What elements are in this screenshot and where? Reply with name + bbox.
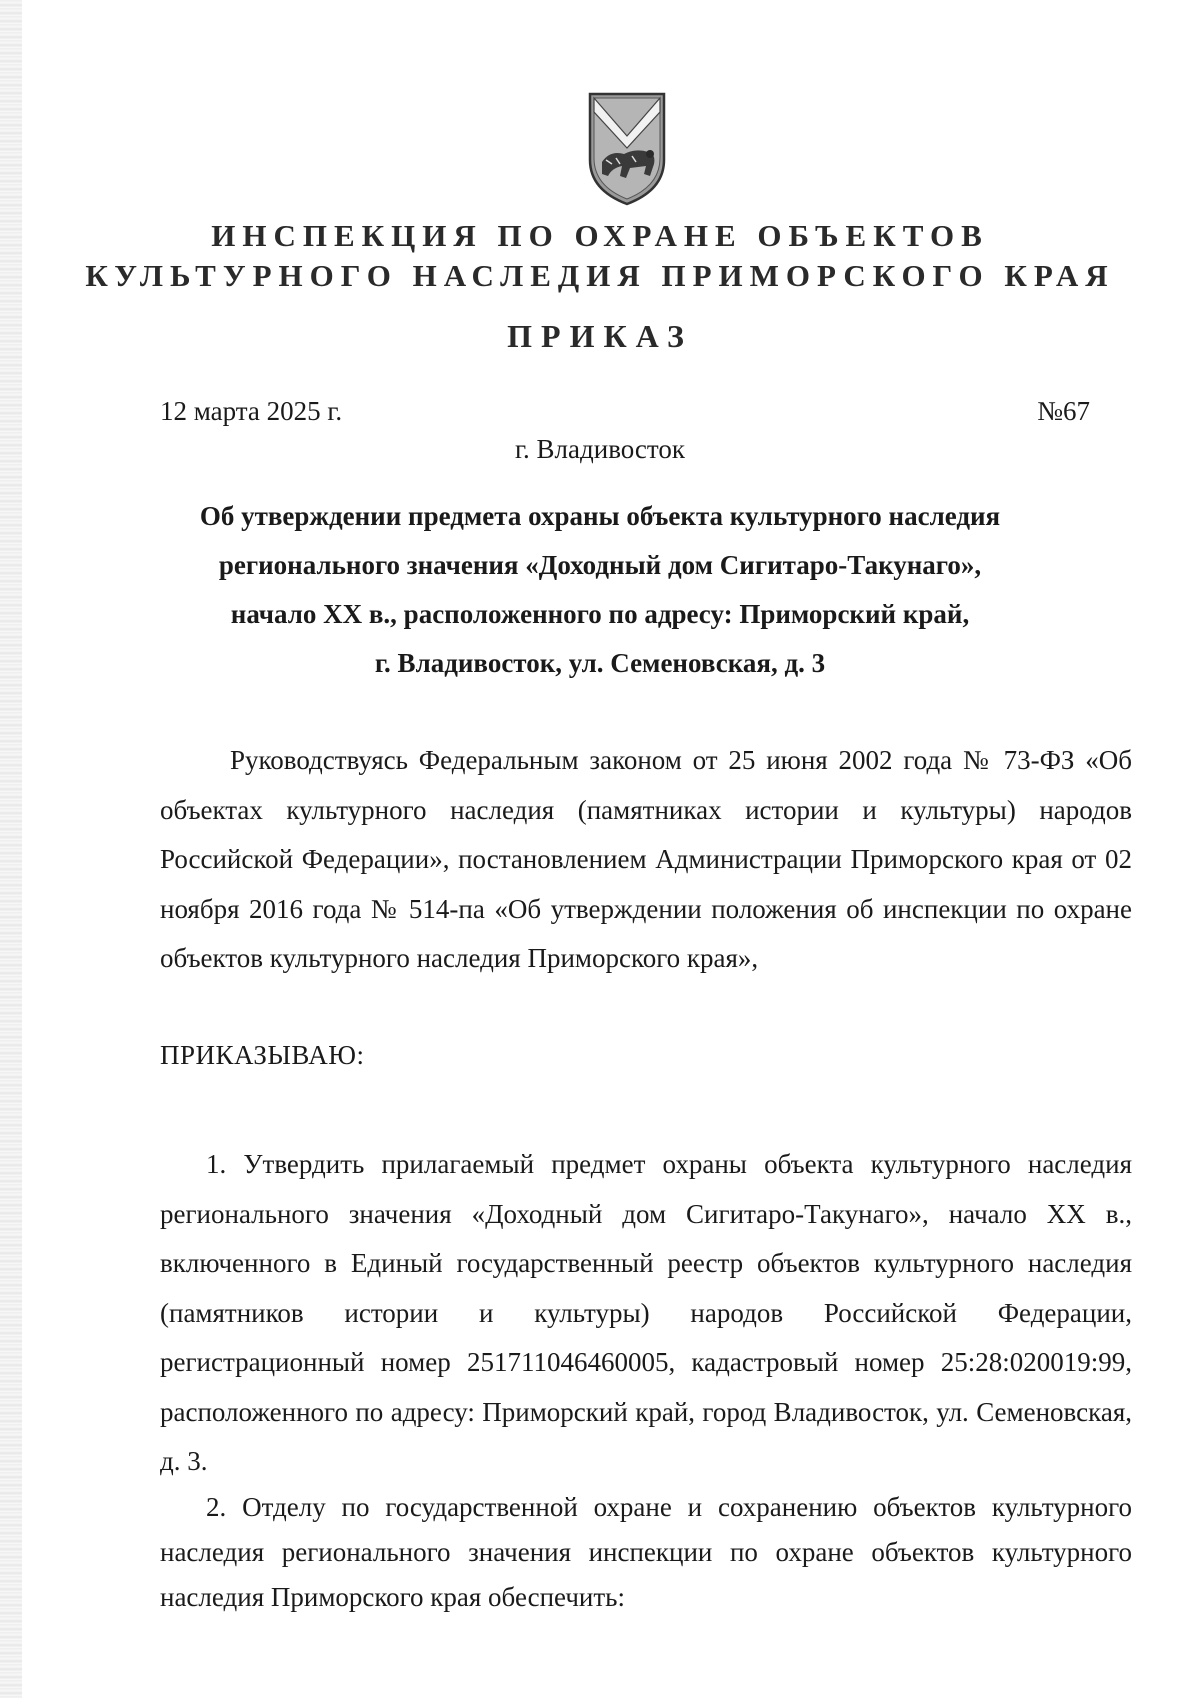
order-word: ПРИКАЗЫВАЮ: (160, 1040, 365, 1070)
title-line: регионального значения «Доходный дом Сигитаро-Такунаго», (218, 550, 982, 580)
document-number: №67 (1037, 396, 1090, 426)
organization-name-line2: КУЛЬТУРНОГО НАСЛЕДИЯ ПРИМОРСКОГО КРАЯ (85, 258, 1115, 293)
title-line: Об утверждении предмета охраны объекта культурного наследия (199, 501, 1001, 531)
preamble-paragraph: Руководствуясь Федеральным законом от 25 июня 2002 года № 73-ФЗ «Об объектах культурного наследия (памятниках истории и культуры) народов Российской Федерации», постановлением Администрации Приморского края от 02 ноября 2016 года № 514-па «Об утверждении положения об инспекции по охране объектов культурного наследия Приморского края», (160, 745, 1132, 973)
scan-edge-artifact (0, 0, 22, 1698)
document-date: 12 марта 2025 г. (160, 396, 343, 426)
order-item-2: 2. Отделу по государственной охране и сохранению объектов культурного наследия регионального значения инспекции по охране объектов культурного наследия Приморского края обеспечить: (160, 1492, 1132, 1612)
order-item-1: 1. Утвердить прилагаемый предмет охраны объекта культурного наследия регионального значения «Доходный дом Сигитаро-Такунаго», начало XX в., включенного в Единый государственный реестр объектов культурного наследия (памятников истории и культуры) народов Российской Федерации, регистрационный номер 251711046460005, кадастровый номер 25:28:020019:99, расположенного по адресу: Приморский край, город Владивосток, ул. Семеновская, д. 3. (160, 1149, 1132, 1476)
document-title (0, 492, 1200, 688)
organization-name-line1: ИНСПЕКЦИЯ ПО ОХРАНЕ ОБЪЕКТОВ (211, 218, 989, 253)
document-type: ПРИКАЗ (507, 318, 693, 354)
title-line: начало XX в., расположенного по адресу: Приморский край, (230, 599, 970, 629)
document-city: г. Владивосток (515, 434, 685, 464)
emblem-icon (586, 90, 668, 208)
title-line: г. Владивосток, ул. Семеновская, д. 3 (374, 648, 826, 678)
